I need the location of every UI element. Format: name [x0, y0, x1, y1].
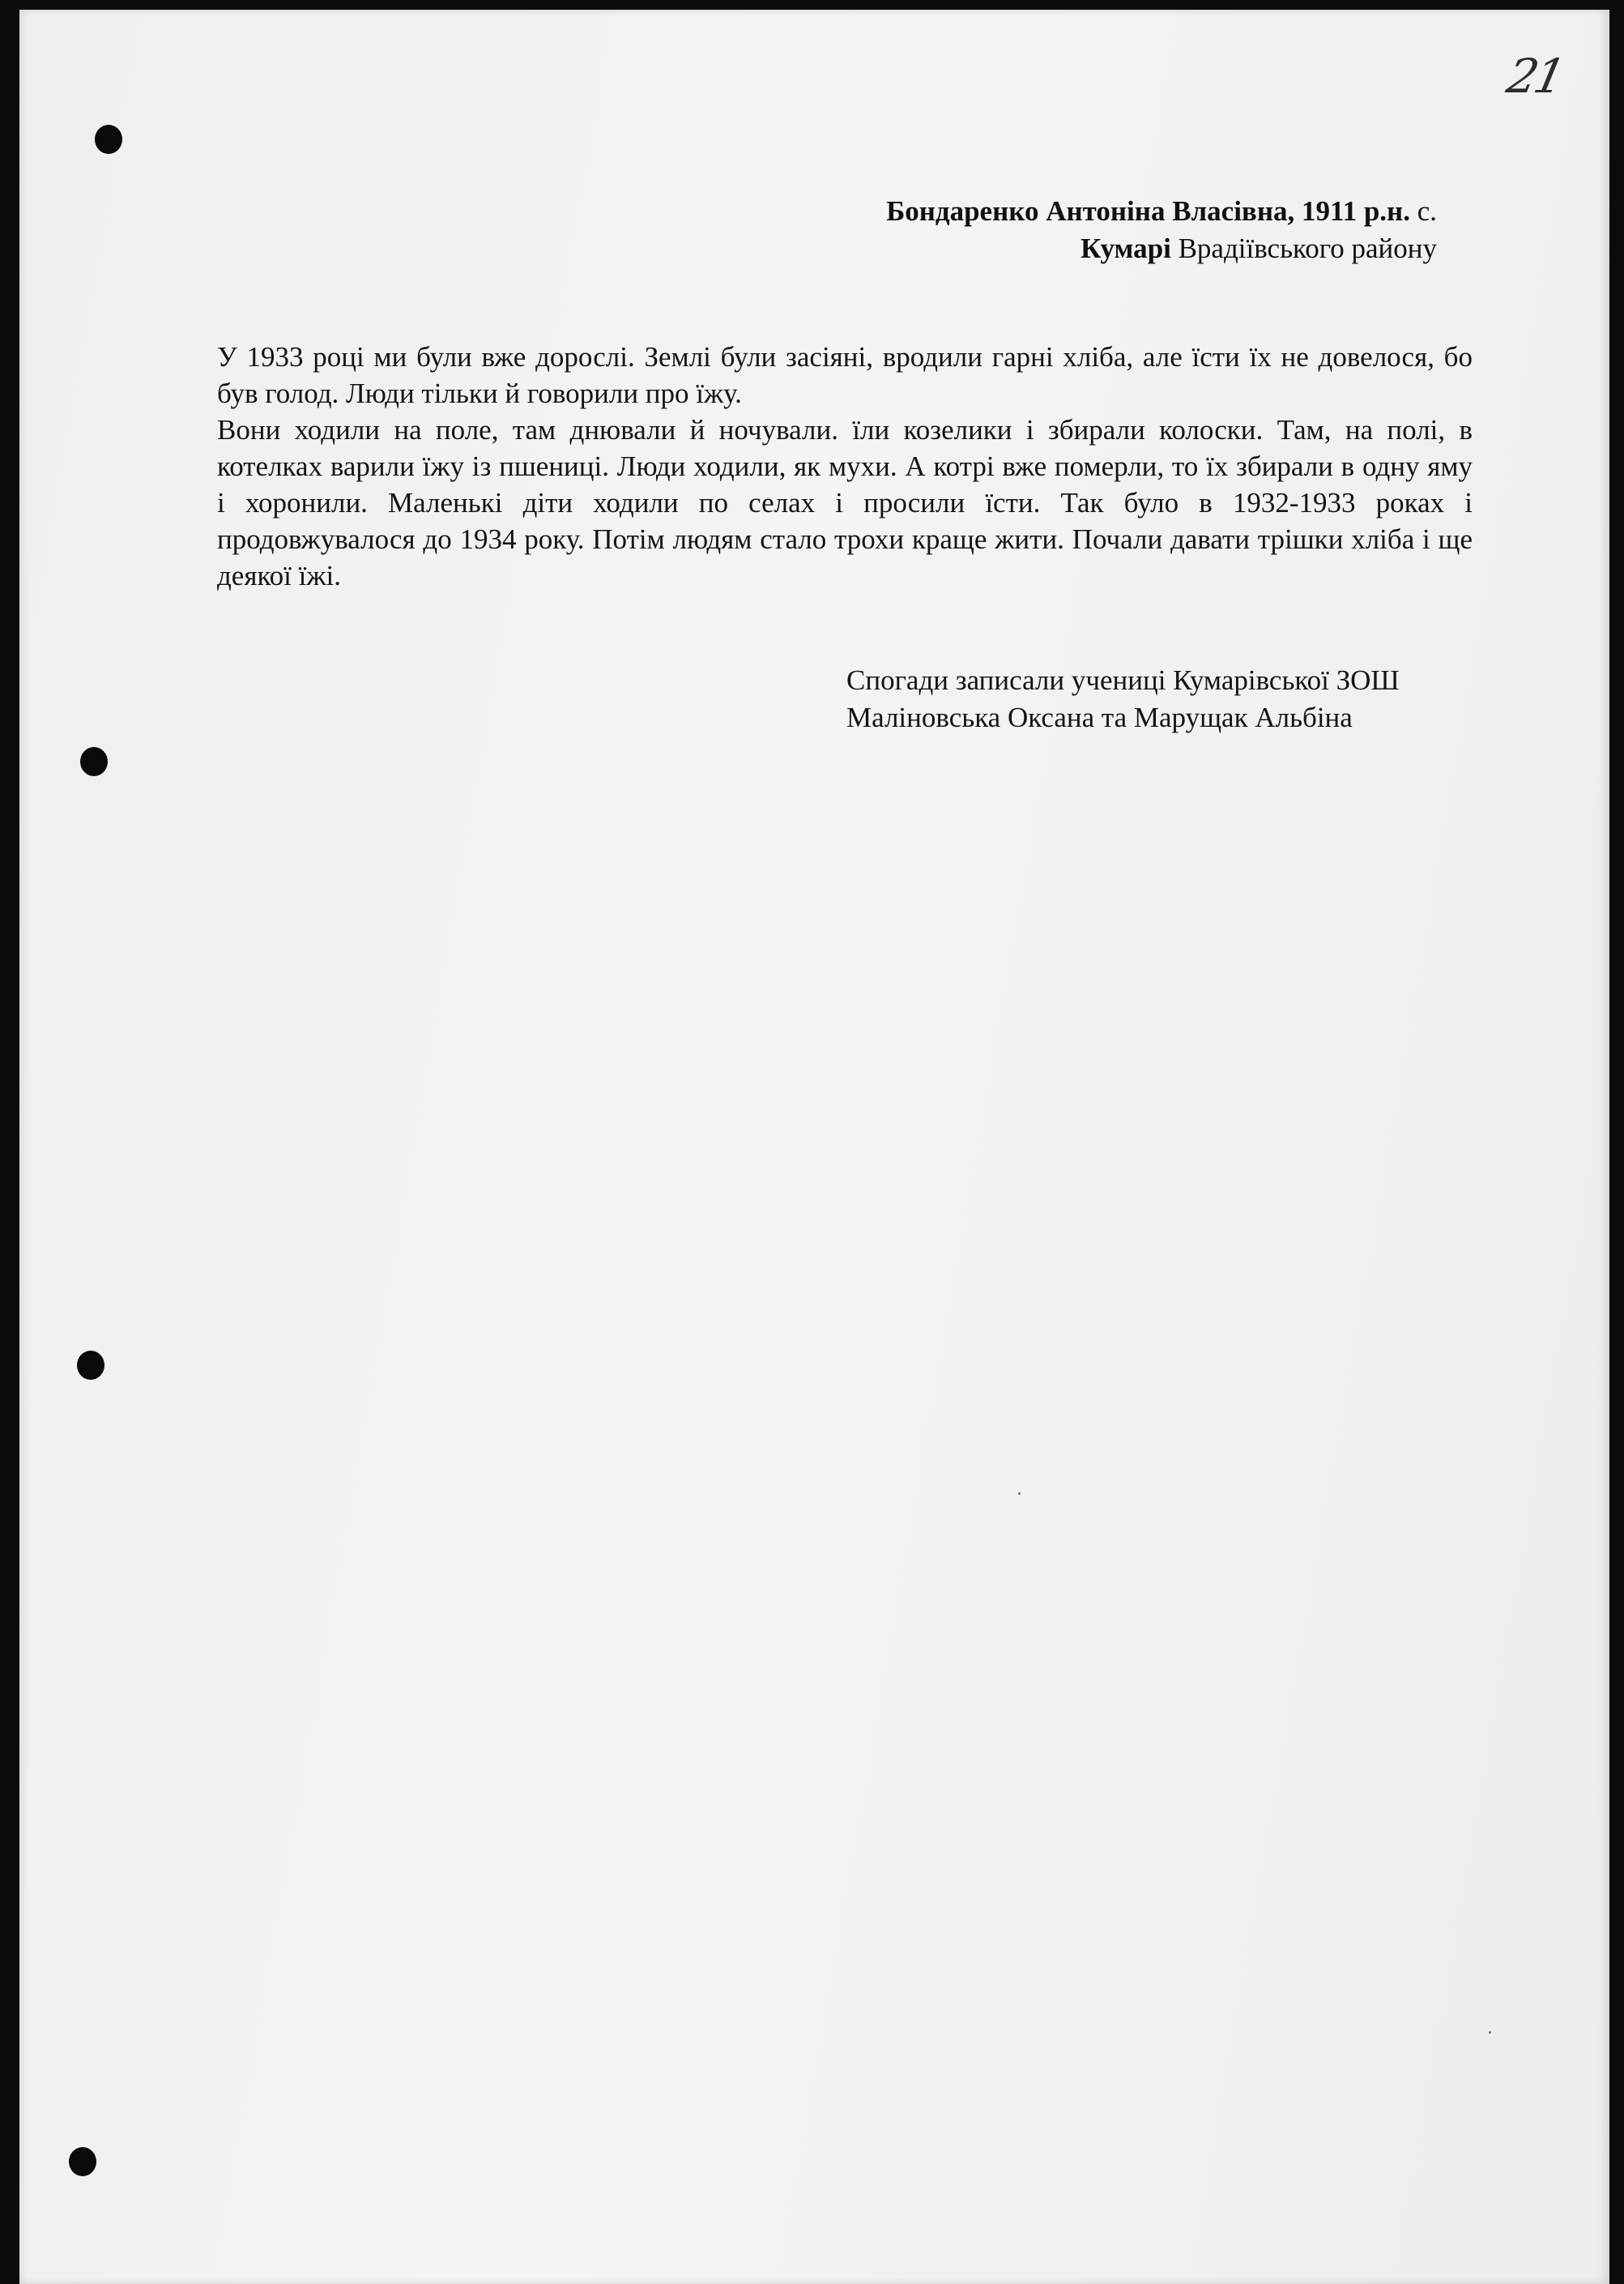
paragraph: У 1933 році ми були вже дорослі. Землі були засіяні, вродили гарні хліба, але їсти їх не довелося, бо був голод. Люди тільки й говорили про їжу. [217, 341, 1473, 409]
paragraph: Вони ходили на поле, там днювали й ночували. їли козелики і збирали колоски. Там, на полі, в котелках варили їжу із пшениці. Люди ходили, як мухи. А котрі вже померли, то їх збирали в одну яму і хоронили. Маленькі діти ходили по селах і просили їсти. Так було в 1932-1933 роках і продовжувалося до 1934 року. Потім людям стало трохи краще жити. Почали давати трішки хліба і ще деякої їжі. [217, 414, 1473, 591]
credits-line-1: Спогади записали учениці Кумарівської ЗОШ [846, 664, 1400, 696]
village-prefix: с. [1417, 195, 1437, 227]
punch-hole-2 [80, 747, 108, 776]
document-page [19, 10, 1609, 2284]
punch-hole-3 [77, 1351, 104, 1380]
informant-header [773, 193, 1437, 267]
header-line-2 [773, 230, 1437, 267]
handwritten-page-number: 21 [1502, 49, 1568, 104]
credits-line-2: Маліновська Оксана та Марущак Альбіна [846, 702, 1353, 733]
village-name: Кумарі [1080, 233, 1171, 264]
paper-speck [1489, 2031, 1491, 2034]
punch-hole-4 [69, 2147, 96, 2176]
testimony-body [217, 339, 1473, 594]
punch-hole-1 [95, 125, 122, 154]
district-name: Врадіївського району [1178, 233, 1437, 264]
informant-name: Бондаренко Антоніна Власівна, 1911 р.н. [886, 195, 1410, 227]
paper-speck [1018, 1492, 1021, 1495]
recorded-by-credits [846, 662, 1511, 736]
header-line-1 [773, 193, 1437, 230]
